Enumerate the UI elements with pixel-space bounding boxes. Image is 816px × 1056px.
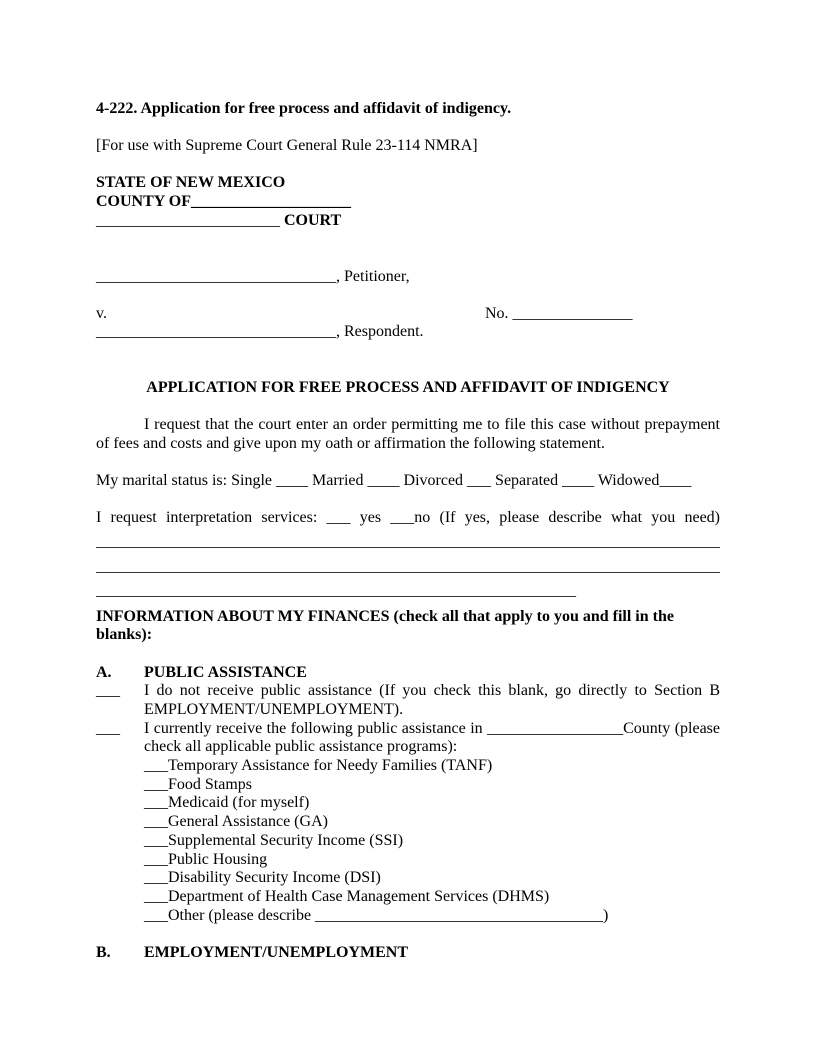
- program-item: ___Temporary Assistance for Needy Families (TANF): [144, 757, 493, 775]
- section-b-label: B.: [96, 943, 111, 961]
- write-in-line: ______________________________________________________________________________: [96, 557, 720, 575]
- respondent-name-blank: ______________________________: [96, 323, 336, 341]
- petitioner-line: [96, 268, 720, 287]
- program-item: ___General Assistance (GA): [144, 813, 328, 831]
- program-item: ___Other (please describe ____________________________________): [144, 906, 609, 924]
- petitioner-name-blank: ______________________________: [96, 267, 336, 285]
- court-name-blank: _______________________: [96, 211, 280, 229]
- write-in-line: ____________________________________________________________: [96, 582, 576, 600]
- rule-title: 4-222. Application for free process and affidavit of indigency.: [96, 100, 512, 117]
- program-item: ___Supplemental Security Income (SSI): [144, 831, 404, 849]
- program-item: ___Food Stamps: [144, 775, 253, 793]
- respondent-line: [96, 323, 720, 342]
- case-number: No. _______________: [484, 304, 633, 322]
- checkbox-blank: ___: [96, 719, 120, 737]
- assistance-item: [96, 720, 720, 757]
- section-b-header: [96, 944, 720, 963]
- respondent-label: , Respondent.: [336, 323, 424, 341]
- finances-heading: INFORMATION ABOUT MY FINANCES (check all that apply to you and fill in the blanks):: [96, 607, 674, 644]
- use-note: [For use with Supreme Court General Rule 23-114 NMRA]: [96, 137, 478, 155]
- section-b-title: EMPLOYMENT/UNEMPLOYMENT: [144, 943, 408, 961]
- program-item: ___Public Housing: [144, 850, 268, 868]
- program-item: ___Disability Security Income (DSI): [144, 869, 381, 887]
- interpretation-line: I request interpretation services: ___ yes ___no (If yes, please describe what you need): [96, 509, 720, 527]
- marital-status-line: My marital status is: Single ____ Married ____ Divorced ___ Separated ____ Widowed____: [96, 472, 692, 490]
- document-heading: APPLICATION FOR FREE PROCESS AND AFFIDAVIT OF INDIGENCY: [146, 379, 670, 397]
- caption-court-line: [96, 212, 720, 231]
- caption-county-line: COUNTY OF____________________: [96, 193, 351, 211]
- checkbox-blank: ___: [96, 682, 120, 700]
- assistance-item-text: I do not receive public assistance (If you check this blank, go directly to Section B EMPLOYMENT/UNEMPLOYMENT).: [144, 682, 720, 718]
- assistance-item-text: I currently receive the following public assistance in _________________County (please check all applicable public assistance programs):: [144, 719, 720, 756]
- versus-abbrev: v.: [96, 304, 107, 322]
- write-in-line: ______________________________________________________________________________: [96, 533, 720, 551]
- section-a-title: PUBLIC ASSISTANCE: [144, 663, 307, 681]
- versus-line: [96, 305, 720, 324]
- section-a-label: A.: [96, 663, 112, 681]
- assistance-item: [96, 682, 720, 719]
- program-item: ___Medicaid (for myself): [144, 794, 310, 812]
- petitioner-label: , Petitioner,: [336, 267, 410, 285]
- caption-state: STATE OF NEW MEXICO: [96, 174, 286, 192]
- program-list: [144, 757, 720, 925]
- section-a-header: [96, 664, 720, 683]
- court-label: COURT: [280, 211, 342, 229]
- intro-paragraph: I request that the court enter an order permitting me to file this case without prepayment of fees and costs and give upon my oath or affirmation the following statement.: [96, 416, 720, 453]
- program-item: ___Department of Health Case Management Services (DHMS): [144, 887, 550, 905]
- court-caption: [96, 174, 720, 230]
